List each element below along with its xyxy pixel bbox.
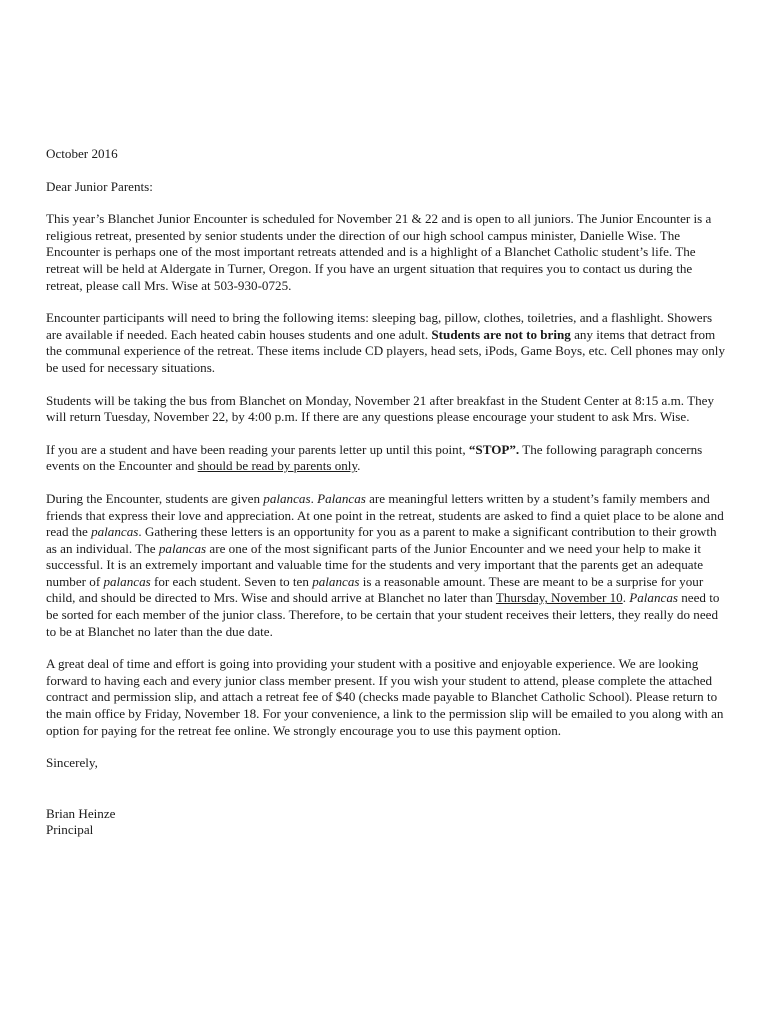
palancas-italic: palancas xyxy=(91,524,139,540)
palancas-italic: palancas xyxy=(158,540,207,556)
paragraph-items xyxy=(46,310,730,376)
palancas-text: need to be sorted for each member of the junior class. Therefore, to be certain that your student receives their letters, they really do need to be at Blanchet no later than the due date. xyxy=(46,590,720,639)
paragraph-stop xyxy=(46,442,730,475)
paragraph-intro: This year’s Blanchet Junior Encounter is scheduled for November 21 & 22 and is open to all juniors. The Junior Encounter is a religious retreat, presented by senior students under the direction of our high school campus minister, Danielle Wise. The Encounter is perhaps one of the most important retreats attended and is a highlight of a Blanchet Catholic student’s life. The retreat will be held at Aldergate in Turner, Oregon. If you have an urgent situation that requires you to contact us during the retreat, please call Mrs. Wise at 503-930-0725. xyxy=(46,211,712,293)
palancas-text: . Gathering these letters is an opportunity for you as a parent to make a significant contribution to their growth as an individual. The xyxy=(46,524,717,556)
salutation: Dear Junior Parents: xyxy=(46,178,153,194)
paragraph-fee: A great deal of time and effort is going into providing your student with a positive and enjoyable experience. We are looking forward to having each and every junior class member present. If you wish your student to attend, please complete the attached contract and permission slip, and attach a retreat fee of $40 (checks made payable to Blanchet Catholic School). Please return to the main office by Friday, November 18. For your convenience, a link to the permission slip will be emailed to you along with an option for paying for the retreat fee online. We strongly encourage you to use this payment option. xyxy=(46,656,724,738)
palancas-italic: palancas xyxy=(103,573,151,589)
paragraph-palancas xyxy=(46,491,730,640)
letter-date: October 2016 xyxy=(46,146,118,161)
stop-bold: “STOP”. xyxy=(468,441,520,457)
palancas-text: are one of the most significant parts of the Junior Encounter and we need your help to make it successful. It is an extremely important and valuable time for the students and very important that the parents get an adequate number of xyxy=(46,540,704,589)
stop-text-1: If you are a student and have been reading your parents letter up until this point, xyxy=(46,441,469,457)
palancas-text: During the Encounter, students are given xyxy=(46,490,264,506)
palancas-text: is a reasonable amount. These are meant to be a surprise for your child, and should be directed to Mrs. Wise and should arrive at Blanchet no later than xyxy=(46,573,704,606)
letter-body xyxy=(46,146,730,839)
palancas-italic: palancas xyxy=(263,490,311,506)
signature-title: Principal xyxy=(46,822,94,838)
items-text-1: Encounter participants will need to bring the following items: sleeping bag, pillow, clothes, toiletries, and a flashlight. Showers are available if needed. Each heated cabin houses students and one adult. xyxy=(46,310,713,342)
paragraph-bus: Students will be taking the bus from Blanchet on Monday, November 21 after breakfast in the Student Center at 8:15 a.m. They will return Tuesday, November 22, by 4:00 p.m. If there are any questions please encourage your student to ask Mrs. Wise. xyxy=(46,392,714,425)
palancas-italic: Palancas xyxy=(629,590,678,606)
palancas-text: . xyxy=(622,590,630,606)
deadline-underline: Thursday, November 10 xyxy=(495,590,623,606)
parents-only-underline: should be read by parents only xyxy=(197,458,358,474)
palancas-text: . xyxy=(310,490,318,506)
signature-name: Brian Heinze xyxy=(46,805,116,821)
closing: Sincerely, xyxy=(46,755,98,771)
stop-text-2: The following paragraph concerns events on the Encounter and xyxy=(46,441,703,474)
palancas-italic: palancas xyxy=(312,573,360,589)
palancas-text: for each student. Seven to ten xyxy=(150,573,313,589)
items-text-2: any items that detract from the communal experience of the retreat. These items include CD players, head sets, iPods, Game Boys, etc. Cell phones may only be used for necessary situations. xyxy=(46,326,725,375)
palancas-italic: Palancas xyxy=(317,490,366,506)
palancas-text: are meaningful letters written by a student’s family members and friends that express their love and appreciation. At one point in the retreat, students are asked to find a quiet place to be alone and read the xyxy=(46,490,724,540)
stop-text-3: . xyxy=(357,458,361,474)
items-warning-bold: Students are not to bring xyxy=(431,326,571,342)
